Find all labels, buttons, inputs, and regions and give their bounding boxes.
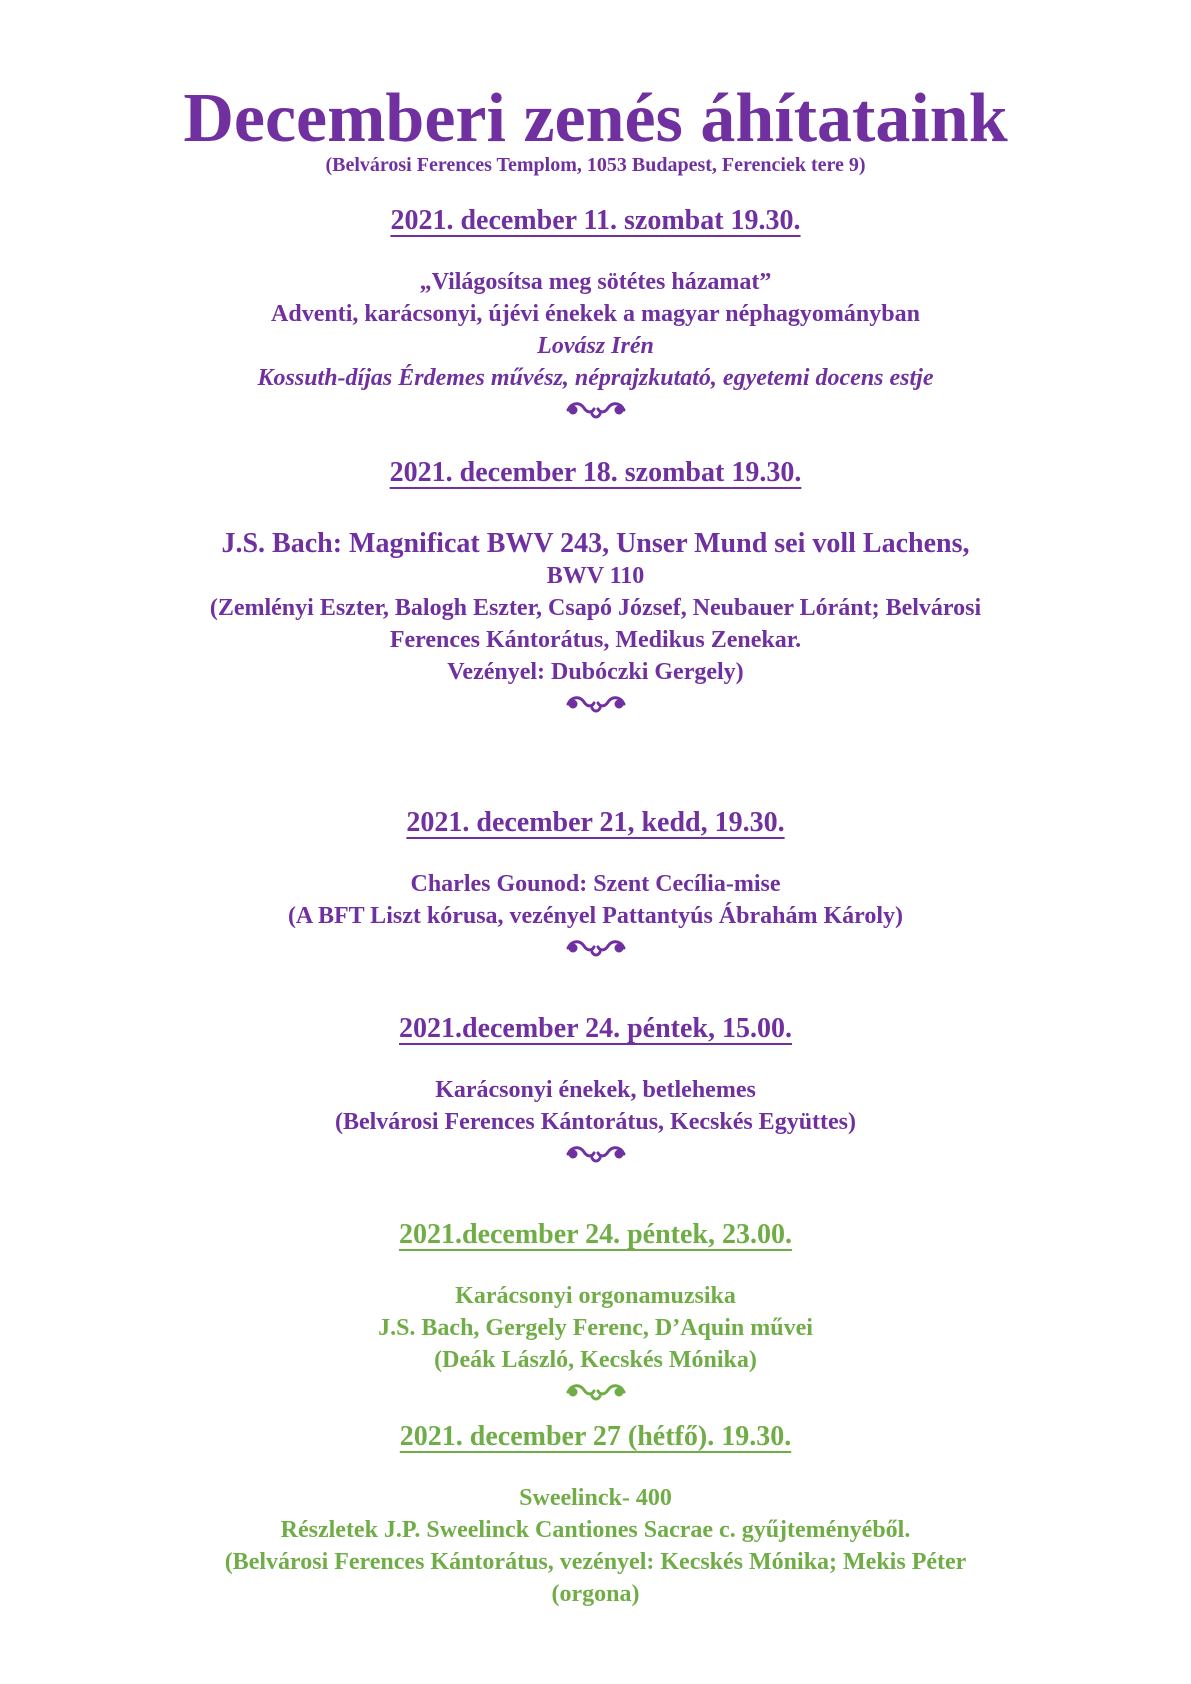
performers: (Deák László, Kecskés Mónika) <box>434 1347 757 1373</box>
performers: (A BFT Liszt kórusa, vezényel Pattantyús Ábrahám Károly) <box>287 903 904 929</box>
event-title: Sweelinck- 400 <box>519 1485 672 1511</box>
event-title: Charles Gounod: Szent Cecília-mise <box>410 871 781 897</box>
conductor: Vezényel: Dubóczki Gergely) <box>447 659 744 685</box>
event-date: 2021. december 11. szombat 19.30. <box>390 205 801 236</box>
performers: (Zemlényi Eszter, Balogh Eszter, Csapó József, Neubauer Lóránt; Belvárosi <box>209 595 982 621</box>
performers-cont: Ferences Kántorátus, Medikus Zenekar. <box>389 627 802 653</box>
event-title: „Világosítsa meg sötétes házamat” <box>419 269 772 295</box>
event-title: Karácsonyi orgonamuzsika <box>455 1283 736 1309</box>
event-date: 2021. december 18. szombat 19.30. <box>389 457 802 488</box>
performer-title: Kossuth-díjas Érdemes művész, néprajzkutató, egyetemi docens estje <box>257 365 934 391</box>
event-dec-18 <box>0 456 1191 714</box>
event-dec-11 <box>0 204 1191 420</box>
event-dec-24-afternoon <box>0 1012 1191 1164</box>
event-description: Adventi, karácsonyi, újévi énekek a magyar néphagyományban <box>271 301 920 327</box>
performers: (Belvárosi Ferences Kántorátus, Kecskés Együttes) <box>334 1109 857 1135</box>
fleuron-divider-icon <box>564 692 628 714</box>
event-title-cont: BWV 110 <box>546 563 645 589</box>
fleuron-divider-icon <box>564 398 628 420</box>
event-date: 2021. december 21, kedd, 19.30. <box>406 807 785 838</box>
performers-cont: (orgona) <box>551 1581 640 1607</box>
fleuron-divider-icon <box>564 1380 628 1402</box>
event-title: Karácsonyi énekek, betlehemes <box>435 1077 756 1103</box>
event-date: 2021. december 27 (hétfő). 19.30. <box>399 1421 792 1452</box>
fleuron-divider-icon <box>564 1142 628 1164</box>
event-dec-24-night <box>0 1218 1191 1402</box>
performers: (Belvárosi Ferences Kántorátus, vezényel: Kecskés Mónika; Mekis Péter <box>224 1549 967 1575</box>
event-description: J.S. Bach, Gergely Ferenc, D’Aquin művei <box>378 1315 813 1341</box>
event-title: J.S. Bach: Magnificat BWV 243, Unser Mund sei voll Lachens, <box>221 528 970 559</box>
event-dec-27 <box>0 1420 1191 1610</box>
event-date: 2021.december 24. péntek, 23.00. <box>399 1219 792 1250</box>
event-dec-21 <box>0 806 1191 958</box>
event-date: 2021.december 24. péntek, 15.00. <box>399 1013 792 1044</box>
page-title: Decemberi zenés áhítataink <box>183 80 1008 157</box>
fleuron-divider-icon <box>564 936 628 958</box>
event-description: Részletek J.P. Sweelinck Cantiones Sacrae c. gyűjteményéből. <box>280 1517 911 1543</box>
venue-subtitle: (Belvárosi Ferences Templom, 1053 Budapest, Ferenciek tere 9) <box>325 154 866 176</box>
performer-name: Lovász Irén <box>537 333 654 359</box>
